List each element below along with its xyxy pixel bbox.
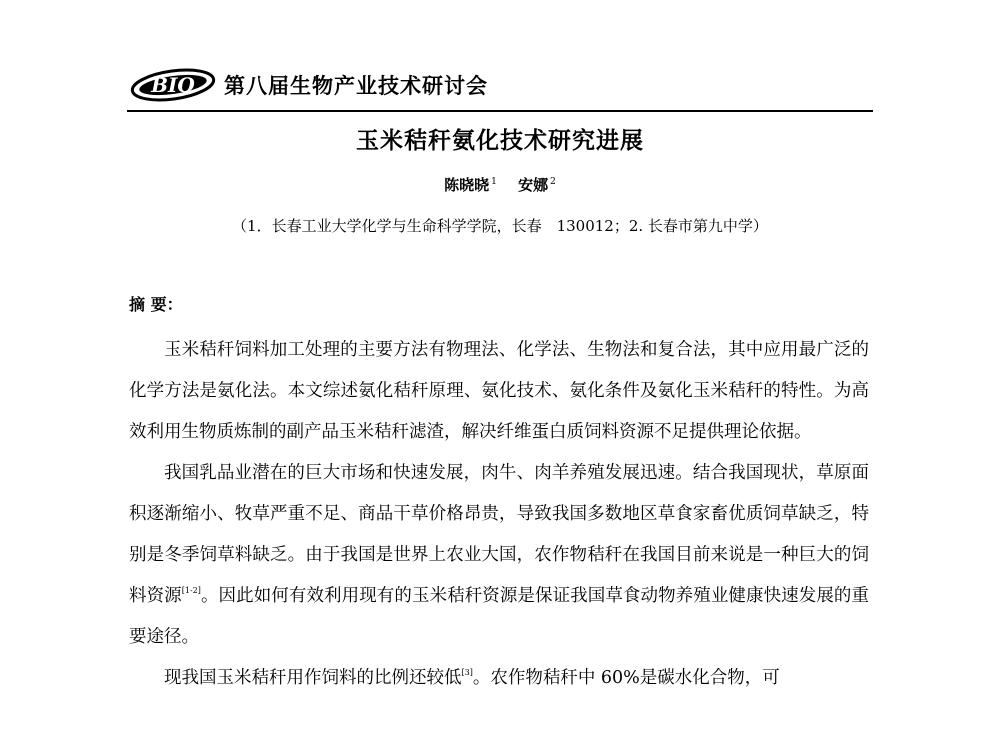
author-2	[518, 176, 556, 194]
paragraph	[129, 658, 869, 699]
affiliation-line: （1．长春工业大学化学与生命科学学院，长春 130012；2. 长春市第九中学）	[232, 217, 768, 235]
conference-title: 第八届生物产业技术研讨会	[224, 74, 488, 98]
author-1	[444, 176, 497, 194]
paragraph: 玉米秸秆饲料加工处理的主要方法有物理法、化学法、生物法和复合法，其中应用最广泛的化学方法是氨化法。本文综述氨化秸秆原理、氨化技术、氨化条件及氨化玉米秸秆的特性。为高效利用生物质炼制的副产品玉米秸秆滤渣，解决纤维蛋白质饲料资源不足提供理论依据。	[129, 340, 869, 442]
author-name: 安娜	[518, 176, 549, 194]
paragraph	[129, 453, 869, 658]
conference-header	[130, 66, 488, 104]
affiliation-mark: 1	[491, 177, 497, 187]
paragraph-text: 现我国玉米秸秆用作饲料的比例还较低	[164, 668, 462, 688]
body-text	[129, 330, 869, 699]
paragraph-text: 。因此如何有效利用现有的玉米秸秆资源是保证我国草食动物养殖业健康快速发展的重要途径。	[129, 586, 870, 647]
paragraph-text: 我国乳品业潜在的巨大市场和快速发展，肉牛、肉羊养殖发展迅速。结合我国现状，草原面积逐渐缩小、牧草严重不足、商品干草价格昂贵，导致我国多数地区草食家畜优质饲草缺乏，特别是冬季饲草料缺乏。由于我国是世界上农业大国，农作物秸秆在我国目前来说是一种巨大的饲料资源	[129, 463, 869, 606]
author-line	[0, 174, 1000, 195]
citation-ref: [3]	[461, 668, 473, 677]
header-rule	[127, 110, 873, 112]
bio-logo	[130, 66, 216, 104]
affiliation-mark: 2	[550, 177, 556, 187]
abstract-heading: 摘 要：	[129, 295, 183, 314]
paragraph-text: 。农作物秸秆中 60%是碳水化合物，可	[472, 668, 780, 688]
paper-title: 玉米秸秆氨化技术研究进展	[356, 128, 644, 154]
author-name: 陈晓晓	[444, 176, 490, 194]
svg-text:BIO: BIO	[151, 73, 195, 97]
citation-ref: [1-2]	[181, 586, 201, 595]
